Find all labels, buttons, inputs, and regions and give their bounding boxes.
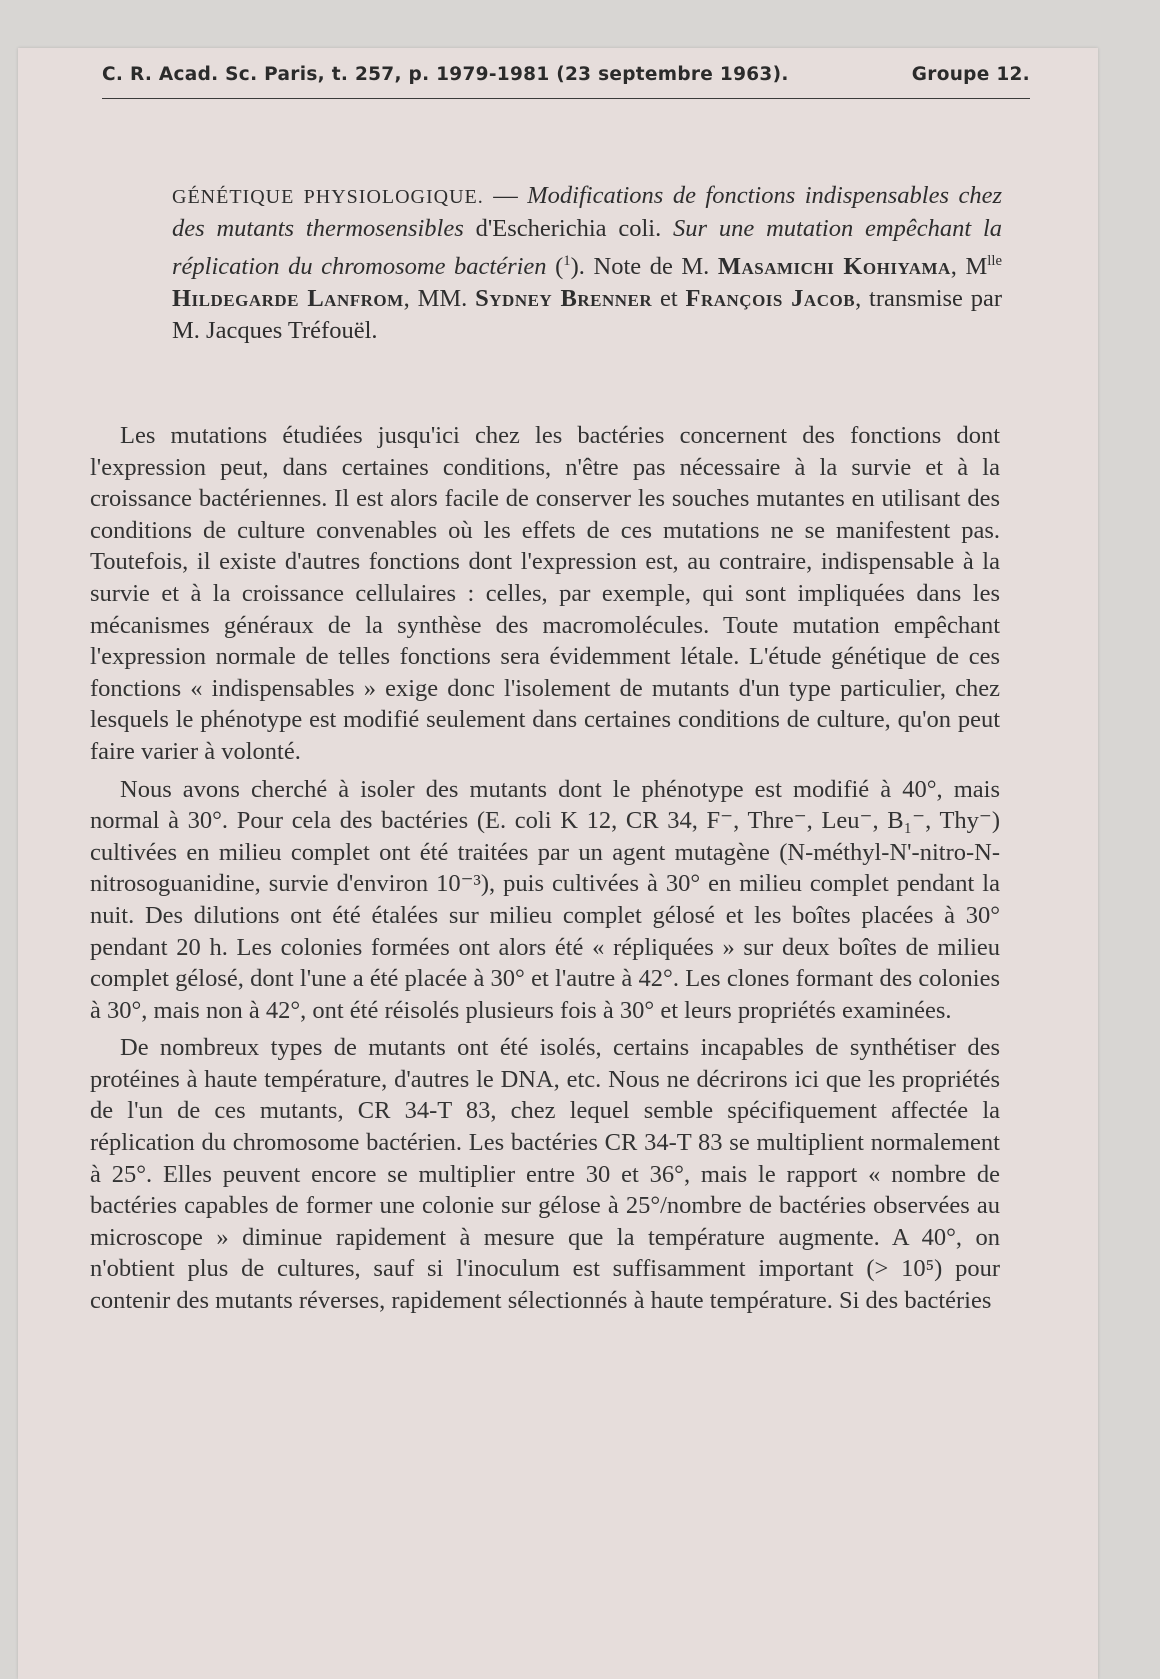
footnote-marker: 1 bbox=[563, 253, 571, 269]
paragraph-2: Nous avons cherché à isoler des mutants dont le phénotype est modifié à 40°, mais normal à 30°. Pour cela des bactéries (E. coli K 12, CR 34, F⁻, Thre⁻, Leu⁻, B₁⁻, Thy⁻) cultivées en milieu complet ont été traitées par un agent mutagène (N-méthyl-N'-nitro-N-nitrosoguanidine, survie d'environ 10⁻³), puis cultivées à 30° en milieu complet pendant la nuit. Des dilutions ont été étalées sur milieu complet gélosé et les boîtes placées à 30° pendant 20 h. Les colonies formées ont alors été « répliquées » sur deux boîtes de milieu complet gélosé, dont l'une a été placée à 30° et l'autre à 42°. Les clones formant des colonies à 30°, mais non à 42°, ont été réisolés plusieurs fois à 30° et leurs propriétés examinées. bbox=[90, 775, 1000, 1024]
article-body bbox=[90, 420, 1000, 1323]
header-rule bbox=[102, 98, 1030, 99]
author-4: François Jacob bbox=[685, 285, 856, 313]
author-1: Masamichi Kohiyama bbox=[717, 253, 951, 281]
transmitted-by: , transmise par M. Jacques Tréfouël. bbox=[172, 285, 1003, 345]
paragraph-1: Les mutations étudiées jusqu'ici chez les bactéries concernent des fonctions dont l'expression peut, dans certaines conditions, n'être pas nécessaire à la survie et à la croissance bactériennes. Il est alors facile de conserver les souches mutantes en utilisant des conditions de culture convenables où les effets de ces mutations ne se manifestent pas. Toutefois, il existe d'autres fonctions dont l'expression est, au contraire, indispensable à la survie et à la croissance cellulaires : celles, par exemple, qui sont impliquées dans les mécanismes généraux de la synthèse des macromolécules. Toute mutation empêchant l'expression normale de telles fonctions sera évidemment létale. L'étude génétique de ces fonctions « indispensables » exige donc l'isolement de mutants d'un type particulier, chez lesquels le phénotype est modifié seulement dans certaines conditions de culture, qu'on peut faire varier à volonté. bbox=[90, 422, 1000, 765]
author-3: Sydney Brenner bbox=[475, 285, 653, 313]
article-title: Modifications de fonctions indispensables chez des mutants thermosensibles bbox=[172, 182, 1003, 242]
article-title-block: GÉNÉTIQUE PHYSIOLOGIQUE. — Modifications de fonctions indispensables chez des mutants thermosensibles d'Escherichia coli. Sur une mutation empêchant la réplication du chromosome bactérien ($^1$). Note de M. Masamichi Kohiyama, $M^{lle}$ Hildegarde Lanfrom, MM. Sydney Brenner et François Jacob, transmise par M. Jacques Tréfouël. bbox=[172, 182, 1003, 345]
paragraph-3: De nombreux types de mutants ont été isolés, certains incapables de synthétiser des protéines à haute température, d'autres le DNA, etc. Nous ne décrirons ici que les propriétés de l'un de ces mutants, CR 34-T 83, chez lequel semble spécifiquement affectée la réplication du chromosome bactérien. Les bactéries CR 34-T 83 se multiplient normalement à 25°. Elles peuvent encore se multiplier entre 30 et 36°, mais le rapport « nombre de bactéries capables de former une colonie sur gélose à 25°/nombre de bactéries observées au microscope » diminue rapidement à mesure que la température augmente. A 40°, on n'obtient plus de cultures, sauf si l'inoculum est suffisamment important (> 10⁵) pour contenir des mutants réverses, rapidement sélectionnés à haute température. Si des bactéries bbox=[90, 1034, 1000, 1315]
article-subtitle: Sur une mutation empêchant la réplication du chromosome bactérien bbox=[172, 215, 1003, 281]
article-title-organism: d'Escherichia coli. bbox=[463, 215, 674, 242]
journal-reference: C. R. Acad. Sc. Paris, t. 257, p. 1979-1981 (23 septembre 1963). bbox=[102, 64, 789, 85]
author-2: Hildegarde Lanfrom bbox=[172, 285, 404, 313]
journal-header bbox=[102, 64, 1030, 85]
group-number: Groupe 12. bbox=[911, 64, 1030, 85]
section-heading: GÉNÉTIQUE PHYSIOLOGIQUE. bbox=[172, 186, 484, 208]
